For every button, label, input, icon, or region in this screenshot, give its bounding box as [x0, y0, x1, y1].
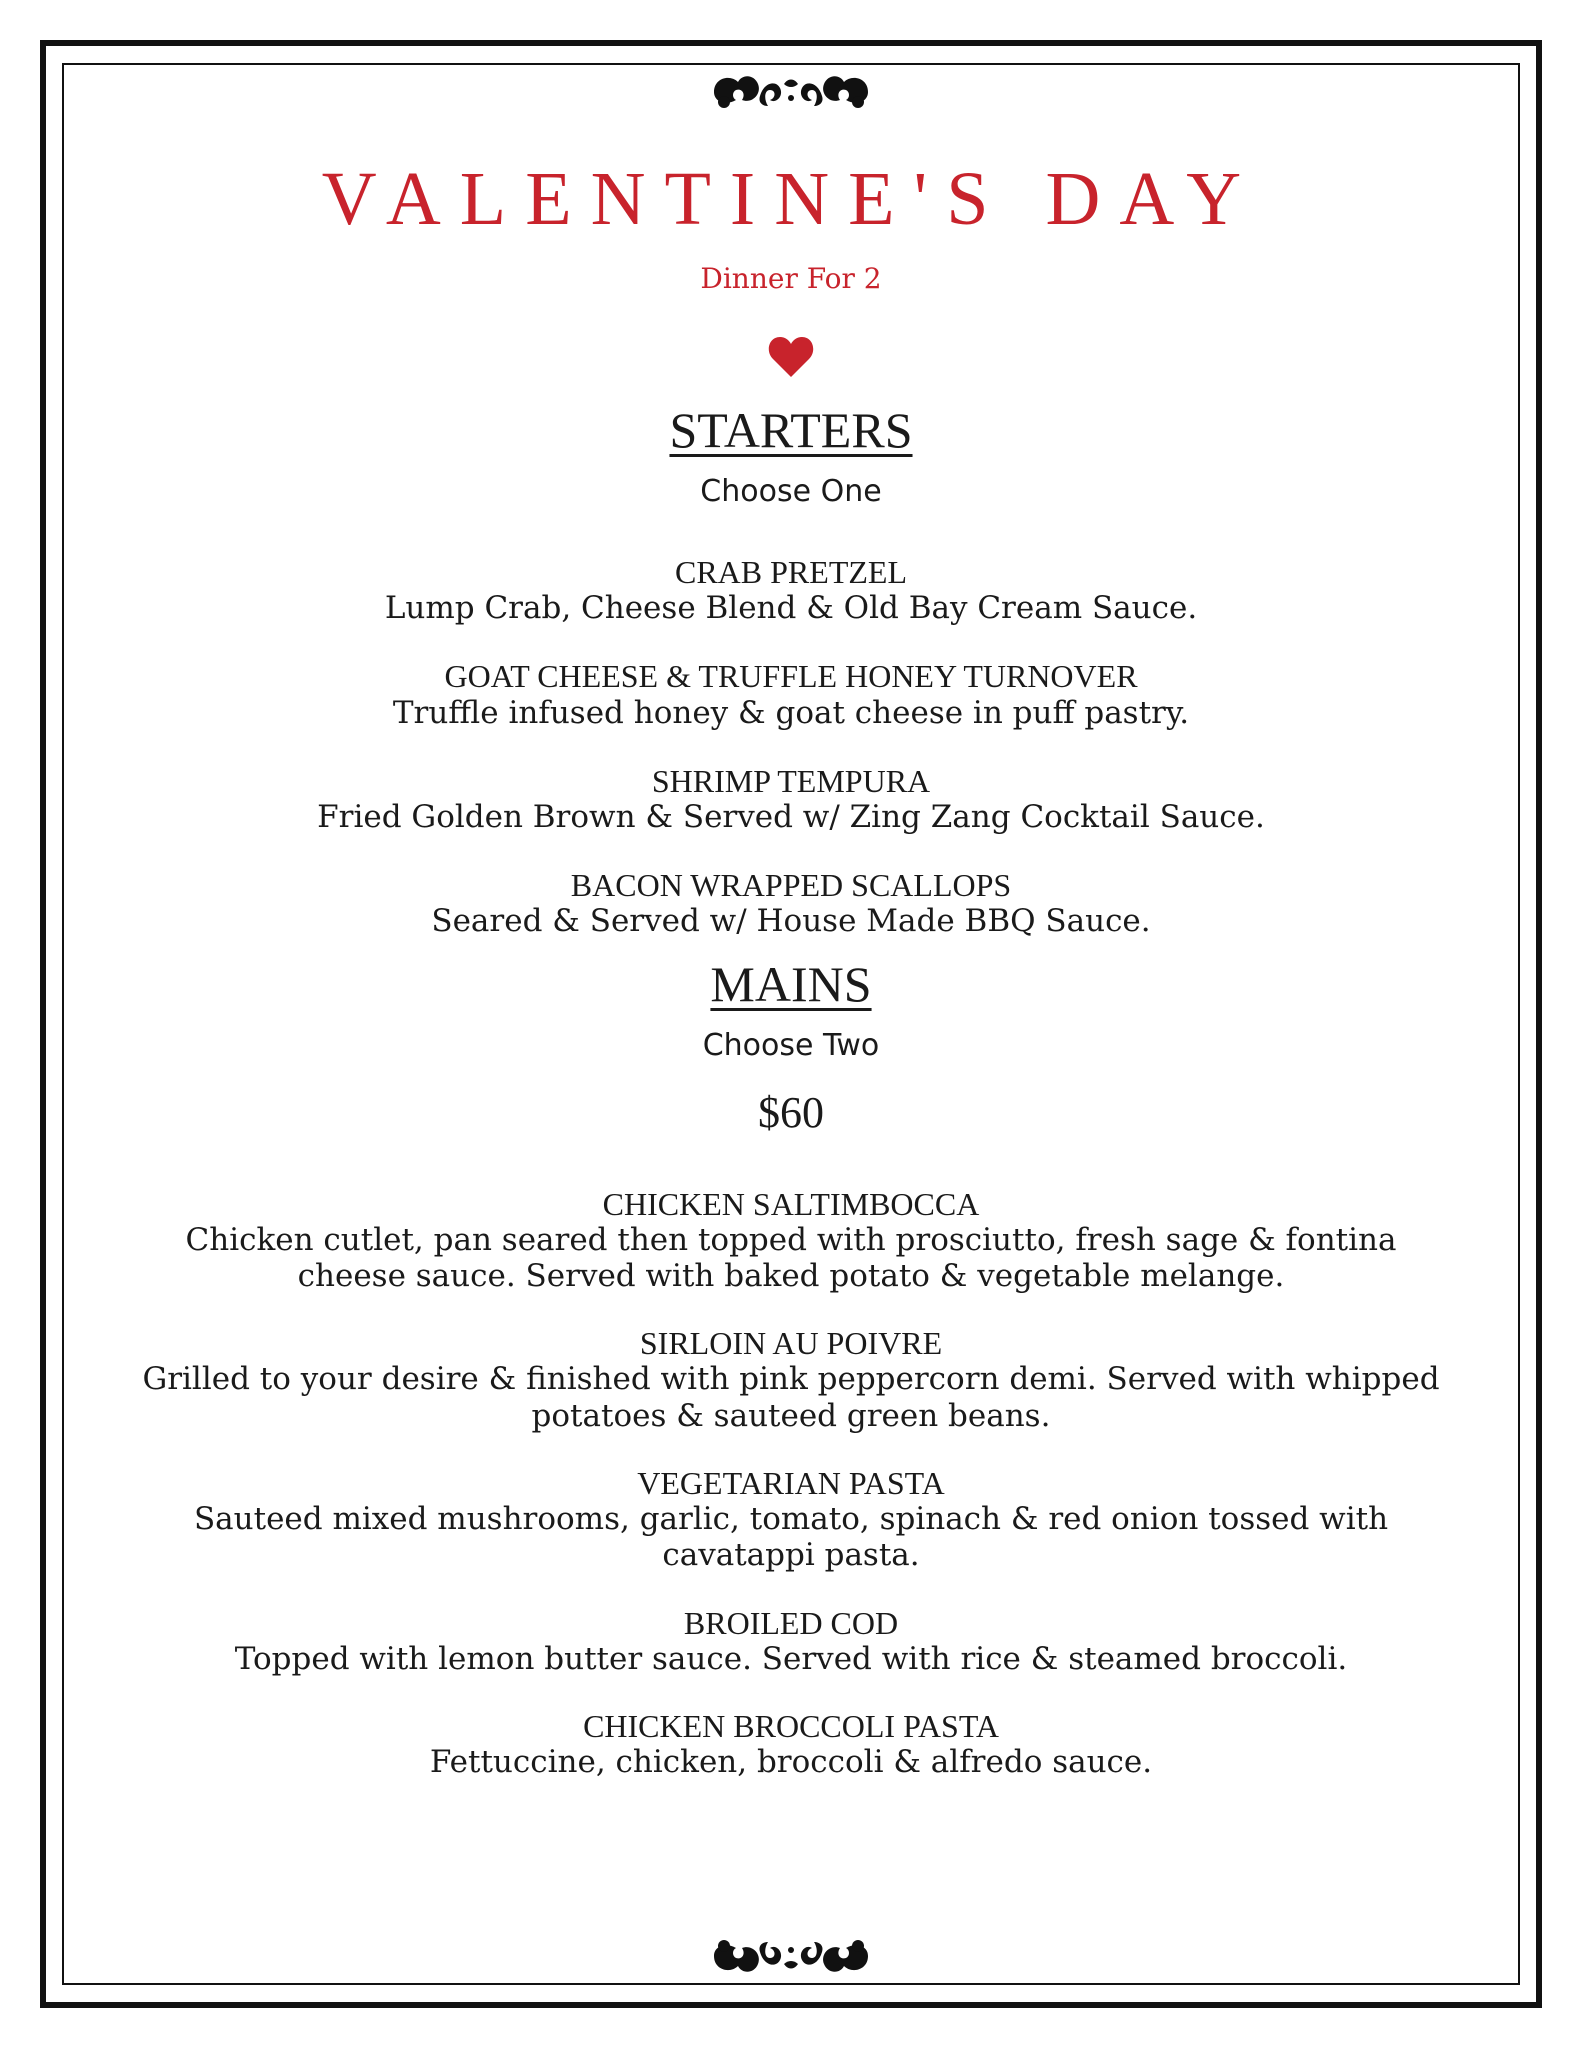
item-description: Fettuccine, chicken, broccoli & alfredo sauce.	[429, 1744, 1153, 1781]
menu-item	[62, 555, 1520, 627]
item-name: GOAT CHEESE & TRUFFLE HONEY TURNOVER	[444, 658, 1138, 695]
item-name: VEGETARIAN PASTA	[637, 1464, 945, 1501]
item-description: Lump Crab, Cheese Blend & Old Bay Cream Sauce.	[384, 590, 1198, 627]
menu-item	[62, 764, 1520, 836]
item-name: CHICKEN BROCCOLI PASTA	[583, 1708, 999, 1745]
heart-icon	[767, 335, 815, 379]
item-name: SHRIMP TEMPURA	[651, 762, 931, 799]
price-label: $60	[758, 1087, 824, 1137]
menu-item	[62, 868, 1520, 940]
item-name: SIRLOIN AU POIVRE	[639, 1325, 943, 1362]
item-description: Grilled to your desire & finished with pink peppercorn demi. Served with whipped potatoes & sauteed green beans.	[142, 1361, 1440, 1434]
item-description: Sauteed mixed mushrooms, garlic, tomato, spinach & red onion tossed with cavatappi pasta.	[193, 1501, 1389, 1574]
item-name: CHICKEN SALTIMBOCCA	[602, 1185, 980, 1222]
mains-note: Choose Two	[702, 1027, 880, 1063]
item-description: Topped with lemon butter sauce. Served with rice & steamed broccoli.	[234, 1640, 1348, 1677]
menu-content	[62, 63, 1520, 1781]
item-description: Truffle infused honey & goat cheese in puff pastry.	[392, 694, 1190, 731]
menu-item	[62, 1466, 1520, 1574]
menu-item	[62, 659, 1520, 731]
starters-heading: STARTERS	[669, 402, 913, 458]
mains-heading: MAINS	[710, 955, 872, 1012]
item-name: BROILED COD	[683, 1604, 899, 1641]
bottom-flourish-icon	[706, 1928, 876, 1984]
page-title: VALENTINE'S DAY	[321, 157, 1261, 241]
menu-item	[62, 1326, 1520, 1434]
menu-item	[62, 1187, 1520, 1295]
item-description: Seared & Served w/ House Made BBQ Sauce.	[431, 903, 1151, 940]
menu-item	[62, 1606, 1520, 1677]
starters-list	[62, 555, 1520, 941]
item-name: BACON WRAPPED SCALLOPS	[570, 867, 1012, 904]
subtitle: Dinner For 2	[700, 262, 882, 295]
mains-list	[62, 1187, 1520, 1781]
menu-item	[62, 1709, 1520, 1780]
item-description: Chicken cutlet, pan seared then topped with prosciutto, fresh sage & fontina cheese sauce. Served with baked potato & vegetable melange.	[185, 1221, 1397, 1294]
item-name: CRAB PRETZEL	[674, 554, 907, 590]
starters-note: Choose One	[700, 474, 882, 509]
item-description: Fried Golden Brown & Served w/ Zing Zang Cocktail Sauce.	[317, 798, 1265, 835]
